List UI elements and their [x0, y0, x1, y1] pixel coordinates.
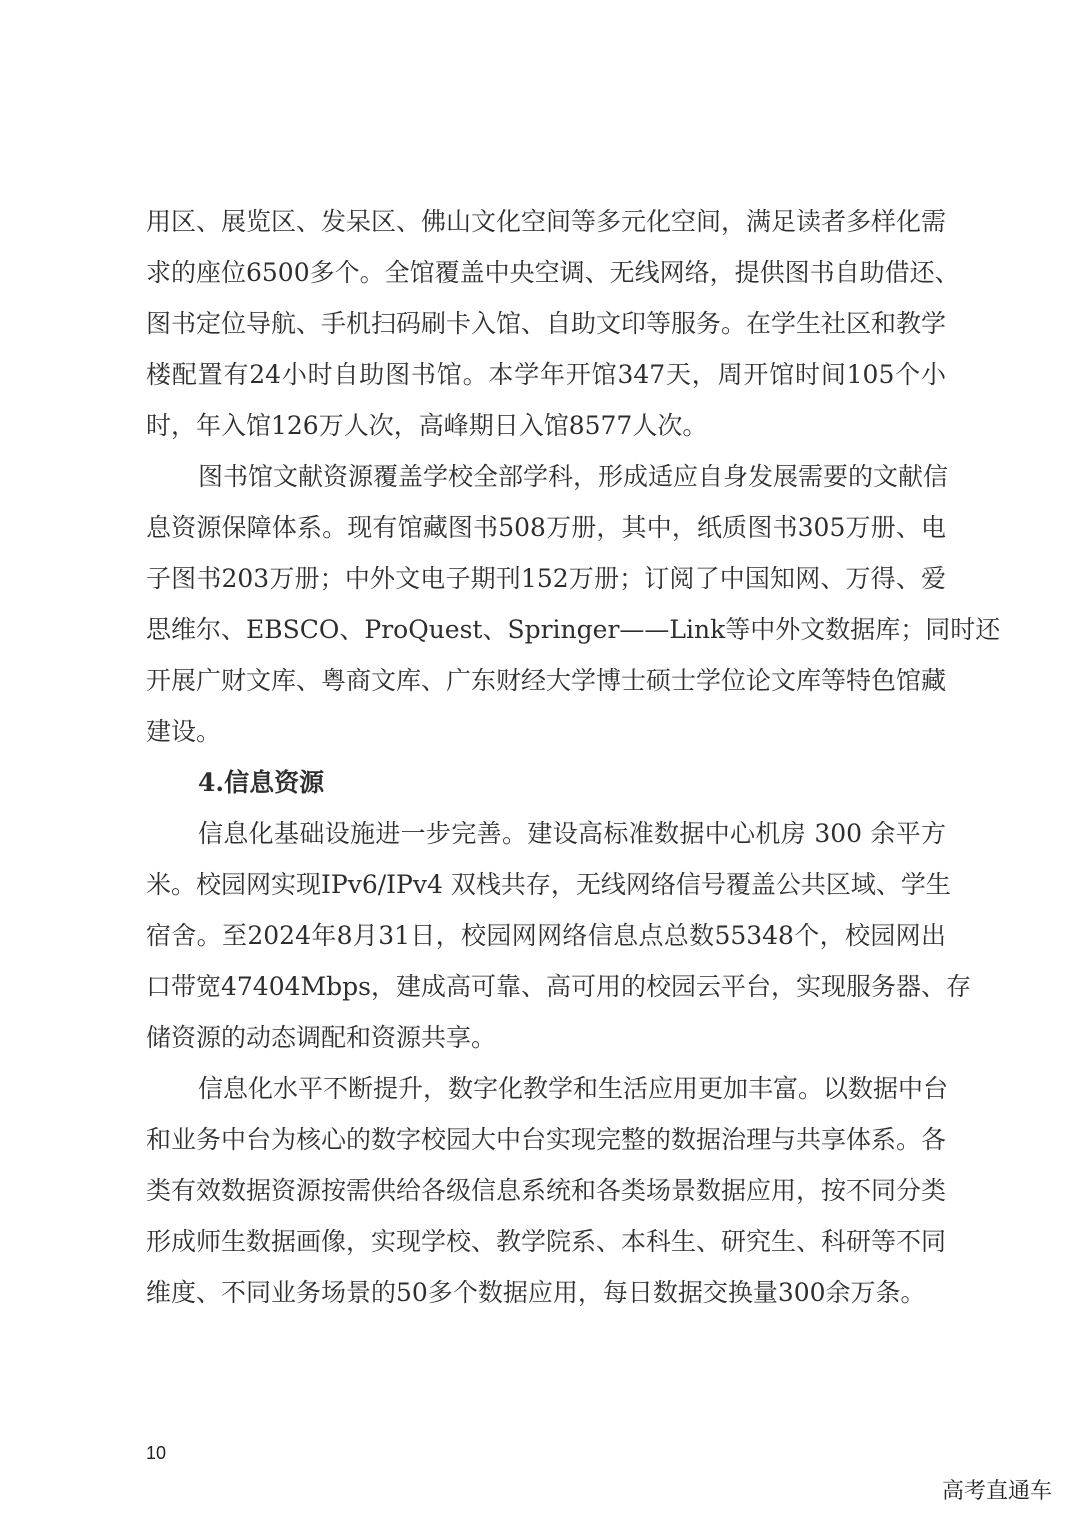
section-heading: 4.信息资源 — [198, 768, 325, 797]
text-line: 图书馆文献资源覆盖学校全部学科，形成适应自身发展需要的文献信 — [198, 462, 949, 491]
text-line: 信息化水平不断提升，数字化教学和生活应用更加丰富。以数据中台 — [198, 1074, 949, 1103]
text-line: 信息化基础设施进一步完善。建设高标准数据中心机房 300 余平方 — [198, 819, 946, 848]
text-line: 图书定位导航、手机扫码刷卡入馆、自助文印等服务。在学生社区和教学 — [146, 309, 947, 338]
text-line: 楼配置有24小时自助图书馆。本学年开馆347天，周开馆时间105个小 — [146, 360, 946, 389]
text-line: 求的座位6500多个。全馆覆盖中央空调、无线网络，提供图书自助借还、 — [146, 258, 960, 287]
text-line: 开展广财文库、粤商文库、广东财经大学博士硕士学位论文库等特色馆藏 — [146, 666, 947, 695]
text-line: 用区、展览区、发呆区、佛山文化空间等多元化空间，满足读者多样化需 — [146, 207, 947, 236]
text-line: 和业务中台为核心的数字校园大中台实现完整的数据治理与共享体系。各 — [146, 1125, 947, 1154]
text-line: 类有效数据资源按需供给各级信息系统和各类场景数据应用，按不同分类 — [146, 1176, 947, 1205]
text-line: 建设。 — [146, 717, 222, 746]
text-line: 息资源保障体系。现有馆藏图书508万册，其中，纸质图书305万册、电 — [146, 513, 946, 542]
text-line: 宿舍。至2024年8月31日，校园网网络信息点总数55348个，校园网出 — [146, 921, 946, 950]
text-line: 米。校园网实现IPv6/IPv4 双栈共存，无线网络信号覆盖公共区域、学生 — [146, 870, 951, 899]
text-line: 子图书203万册；中外文电子期刊152万册；订阅了中国知网、万得、爱 — [146, 564, 946, 593]
text-line: 维度、不同业务场景的50多个数据应用，每日数据交换量300余万条。 — [146, 1278, 926, 1307]
text-line: 形成师生数据画像，实现学校、教学院系、本科生、研究生、科研等不同 — [146, 1227, 947, 1256]
page-number: 10 — [146, 1443, 167, 1463]
watermark: 高考直通车 — [941, 1478, 1052, 1503]
text-line: 口带宽47404Mbps，建成高可靠、高可用的校园云平台，实现服务器、存 — [146, 972, 971, 1001]
text-line: 储资源的动态调配和资源共享。 — [146, 1023, 497, 1052]
text-line: 思维尔、EBSCO、ProQuest、Springer——Link等中外文数据库；同时还 — [146, 615, 1001, 644]
text-line: 时，年入馆126万人次，高峰期日入馆8577人次。 — [146, 411, 708, 440]
